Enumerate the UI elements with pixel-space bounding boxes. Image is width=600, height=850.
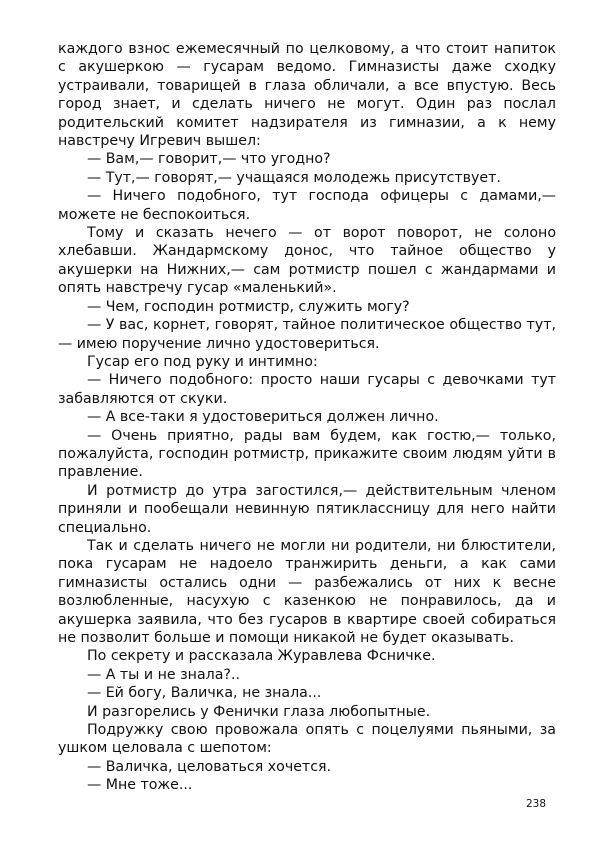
paragraph-17: Подружку свою провожала опять с поцелуями пьяными, за ушком целовала с шепотом: [58, 722, 556, 757]
paragraph-5: — Чем, господин ротмистр, служить могу? [87, 298, 410, 315]
paragraph-2: — Тут,— говорят,— учащаяся молодежь присутствует. [87, 169, 501, 186]
paragraph-6: — У вас, корнет, говорят, тайное политическое общество тут,— имею поручение лично удостовериться. [58, 317, 556, 352]
paragraph-15: — Ей богу, Валичка, не знала... [87, 685, 322, 702]
paragraph-3: — Ничего подобного, тут господа офицеры с дамами,— можете не беспокоиться. [58, 188, 556, 223]
paragraph-1: — Вам,— говорит,— что угодно? [87, 151, 331, 168]
paragraph-16: И разгорелись у Фенички глаза любопытные. [87, 703, 431, 720]
body-text [58, 40, 556, 795]
paragraph-13: По секрету и рассказала Журавлева Фсничке. [87, 648, 436, 665]
paragraph-14: — А ты и не знала?.. [87, 666, 240, 683]
paragraph-11: И ротмистр до утра загостился,— действительным членом приняли и пообещали невинную пятиклассницу для него найти специально. [58, 482, 556, 536]
paragraph-18: — Валичка, целоваться хочется. [87, 758, 332, 775]
paragraph-7: Гусар его под руку и интимно: [87, 353, 318, 370]
page-number: 238 [526, 798, 547, 810]
paragraph-10: — Очень приятно, рады вам будем, как гостю,— только, пожалуйста, господин ротмистр, прикажите своим людям уйти в правление. [58, 427, 556, 481]
paragraph-0: каждого взнос ежемесячный по целковому, а что стоит напиток с акушеркою — гусарам ведомо. Гимназисты даже сходку устраивали, товарищей в глаза обличали, а все впустую. Весь город знает, и сделать ничего не могут. Один раз послал родительский комитет надзирателя из гимназии, а к нему навстречу Игревич вышел: [58, 41, 556, 150]
paragraph-9: — А все-таки я удостовериться должен лично. [87, 409, 439, 426]
paragraph-8: — Ничего подобного: просто наши гусары с девочками тут забавляются от скуки. [58, 372, 556, 407]
paragraph-12: Так и сделать ничего не могли ни родители, ни блюстители, пока гусарам не надоело транжирить деньги, а как сами гимназисты остались одни — разбежались от них к весне возлюбленные, насухую с казенкою не понравилось, да и акушерка заявила, что без гусаров в квартире своей собираться не позволит больше и помощи никакой не будет оказывать. [58, 537, 556, 646]
paragraph-19: — Мне тоже... [87, 777, 193, 794]
paragraph-4: Тому и сказать нечего — от ворот поворот, не солоно хлебавши. Жандармскому донос, что тайное общество у акушерки на Нижних,— сам ротмистр пошел с жандармами и опять навстречу гусар «маленький». [58, 225, 556, 297]
